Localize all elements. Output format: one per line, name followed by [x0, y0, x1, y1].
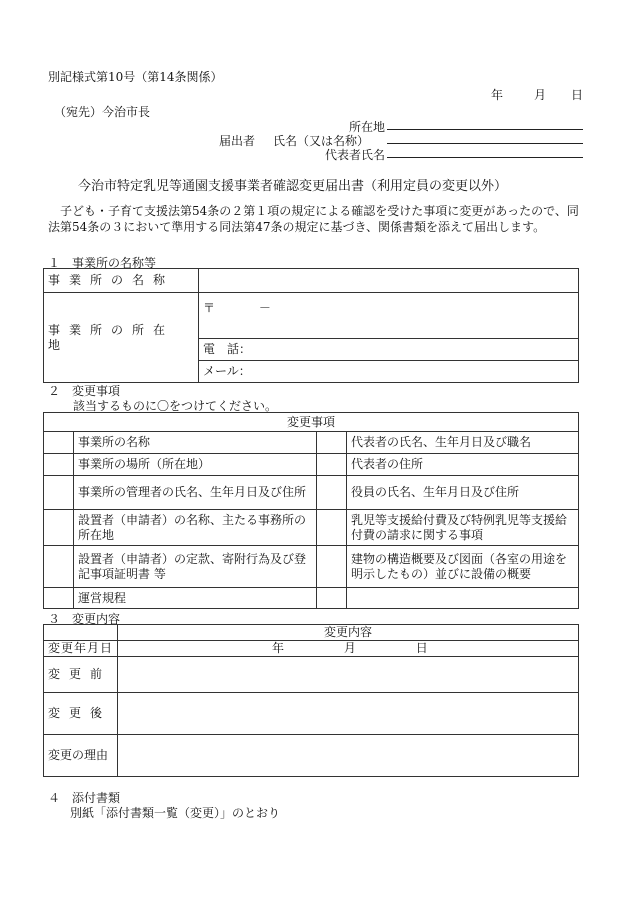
change-check-cell[interactable]: [44, 510, 74, 546]
change-item-label: 建物の構造概要及び図面（各室の用途を明示したもの）並びに設備の概要: [347, 546, 579, 588]
change-check-cell[interactable]: [44, 476, 74, 510]
before-field[interactable]: [118, 657, 579, 693]
section4-text: 別紙「添付書類一覧（変更）」のとおり: [70, 806, 281, 820]
postal-mark: 〒: [203, 301, 216, 315]
facility-table: [43, 268, 579, 383]
email-label: メール：: [203, 364, 251, 378]
phone-label: 電 話：: [203, 342, 252, 356]
change-item-label: 役員の氏名、生年月日及び住所: [347, 476, 579, 510]
postal-address-field[interactable]: [199, 293, 579, 339]
change-item-label: 設置者（申請者）の名称、主たる事務所の所在地: [74, 510, 317, 546]
change-item-label: 設置者（申請者）の定款、寄附行為及び登記事項証明書 等: [74, 546, 317, 588]
change-check-cell[interactable]: [317, 588, 347, 609]
change-check-cell[interactable]: [44, 432, 74, 454]
addressee: （宛先）今治市長: [54, 105, 151, 119]
after-field[interactable]: [118, 693, 579, 735]
change-item-label: 運営規程: [74, 588, 317, 609]
date-day-label: 日: [571, 88, 584, 102]
date-year-label: 年: [491, 88, 504, 102]
name-label: 氏名（又は名称）: [273, 134, 370, 148]
representative-label: 代表者氏名: [325, 148, 386, 162]
section3-heading: ３ 変更内容: [48, 612, 121, 626]
change-date-field[interactable]: [118, 641, 579, 657]
change-date-year: 年: [272, 641, 285, 655]
change-date-label: 変更年月日: [44, 641, 118, 657]
section4-heading: ４ 添付書類: [48, 791, 121, 805]
phone-field[interactable]: [199, 339, 579, 361]
change-item-label: 事業所の名称: [74, 432, 317, 454]
location-field[interactable]: [387, 129, 583, 130]
name-field[interactable]: [387, 143, 583, 144]
representative-field[interactable]: [387, 157, 583, 158]
change-check-cell[interactable]: [317, 432, 347, 454]
change-item-label: 代表者の住所: [347, 454, 579, 476]
change-items-table: [43, 412, 579, 609]
facility-address-label: 事業所の所在地: [44, 293, 199, 383]
facility-name-label: 事業所の名称: [44, 269, 199, 293]
section2-instruction: 該当するものに〇をつけてください。: [73, 399, 278, 413]
section2-heading: ２ 変更事項: [48, 384, 121, 398]
change-check-cell[interactable]: [44, 546, 74, 588]
change-check-cell[interactable]: [317, 454, 347, 476]
change-item-label: 事業所の場所（所在地）: [74, 454, 317, 476]
after-label: 変更後: [44, 693, 118, 735]
change-date-month: 月: [343, 641, 356, 655]
email-field[interactable]: [199, 361, 579, 383]
notifier-label: 届出者: [219, 134, 256, 148]
before-label: 変更前: [44, 657, 118, 693]
intro-paragraph: 子ども・子育て支援法第54条の２第１項の規定による確認を受けた事項に変更があったので、同法第54条の３において準用する同法第47条の規定に基づき、関係書類を添えて届出します。: [48, 204, 579, 234]
change-details-header: 変更内容: [118, 625, 579, 641]
change-item-label: 乳児等支援給付費及び特例乳児等支援給付費の請求に関する事項: [347, 510, 579, 546]
date-month-label: 月: [534, 88, 547, 102]
change-check-cell[interactable]: [317, 476, 347, 510]
change-item-label: [347, 588, 579, 609]
postal-dash: －: [258, 301, 271, 315]
change-date-day: 日: [415, 641, 428, 655]
change-check-cell[interactable]: [44, 588, 74, 609]
section1-heading: １ 事業所の名称等: [48, 256, 157, 270]
form-number: 別記様式第10号（第14条関係）: [48, 70, 223, 84]
location-label: 所在地: [349, 120, 386, 134]
change-details-table: [43, 624, 579, 777]
change-check-cell[interactable]: [317, 510, 347, 546]
change-item-label: 事業所の管理者の氏名、生年月日及び住所: [74, 476, 317, 510]
reason-field[interactable]: [118, 735, 579, 777]
change-check-cell[interactable]: [317, 546, 347, 588]
facility-name-field[interactable]: [199, 269, 579, 293]
reason-label: 変更の理由: [44, 735, 118, 777]
document-title: 今治市特定乳児等通園支援事業者確認変更届出書（利用定員の変更以外）: [78, 179, 508, 194]
change-item-label: 代表者の氏名、生年月日及び職名: [347, 432, 579, 454]
change-items-header: 変更事項: [44, 413, 579, 432]
change-check-cell[interactable]: [44, 454, 74, 476]
